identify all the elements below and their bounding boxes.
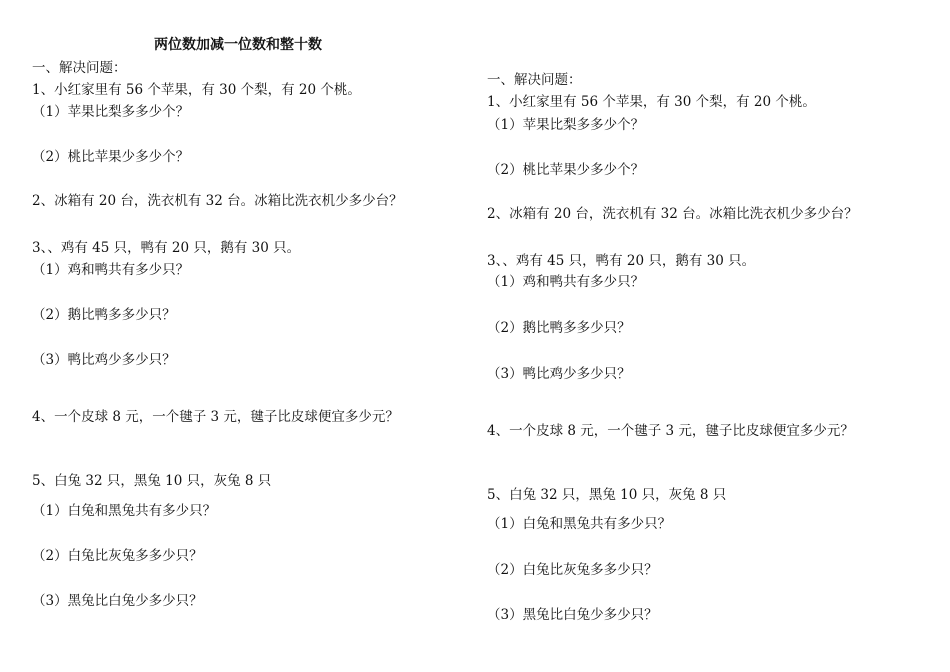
question-1-part-2: （2）桃比苹果少多少个？ bbox=[32, 149, 190, 165]
question-1-part-2: （2）桃比苹果少多少个？ bbox=[487, 162, 645, 178]
question-3-part-2: （2）鹅比鸭多多少只？ bbox=[32, 307, 176, 323]
question-4: 4、一个皮球 8 元，一个毽子 3 元，毽子比皮球便宜多少元？ bbox=[487, 423, 854, 439]
question-5-part-1: （1）白兔和黑兔共有多少只？ bbox=[487, 516, 672, 532]
question-3: 3、、鸡有 45 只，鸭有 20 只，鹅有 30 只。 bbox=[32, 240, 301, 256]
question-2: 2、冰箱有 20 台，洗衣机有 32 台。冰箱比洗衣机少多少台？ bbox=[32, 193, 403, 209]
section-heading: 一、解决问题： bbox=[32, 60, 127, 76]
question-1: 1、小红家里有 56 个苹果，有 30 个梨，有 20 个桃。 bbox=[32, 82, 361, 98]
question-3-part-1: （1）鸡和鸭共有多少只？ bbox=[32, 262, 190, 278]
question-5-part-1: （1）白兔和黑兔共有多少只？ bbox=[32, 503, 217, 519]
question-2: 2、冰箱有 20 台，洗衣机有 32 台。冰箱比洗衣机少多少台？ bbox=[487, 206, 858, 222]
question-5-part-3: （3）黑兔比白兔少多少只？ bbox=[32, 593, 203, 609]
question-3-part-1: （1）鸡和鸭共有多少只？ bbox=[487, 274, 645, 290]
section-heading: 一、解决问题： bbox=[487, 72, 582, 88]
question-4: 4、一个皮球 8 元，一个毽子 3 元，毽子比皮球便宜多少元？ bbox=[32, 409, 399, 425]
question-5-part-3: （3）黑兔比白兔少多少只？ bbox=[487, 607, 658, 623]
question-5: 5、白兔 32 只，黑兔 10 只，灰兔 8 只 bbox=[487, 487, 727, 503]
page-title: 两位数加减一位数和整十数 bbox=[154, 37, 322, 53]
question-3-part-2: （2）鹅比鸭多多少只？ bbox=[487, 320, 631, 336]
question-5-part-2: （2）白兔比灰兔多多少只？ bbox=[487, 562, 658, 578]
question-3: 3、、鸡有 45 只，鸭有 20 只，鹅有 30 只。 bbox=[487, 253, 756, 269]
question-1: 1、小红家里有 56 个苹果，有 30 个梨，有 20 个桃。 bbox=[487, 94, 816, 110]
question-1-part-1: （1）苹果比梨多多少个？ bbox=[487, 117, 645, 133]
question-3-part-3: （3）鸭比鸡少多少只？ bbox=[32, 352, 176, 368]
question-5: 5、白兔 32 只，黑兔 10 只，灰兔 8 只 bbox=[32, 473, 272, 489]
question-5-part-2: （2）白兔比灰兔多多少只？ bbox=[32, 548, 203, 564]
question-3-part-3: （3）鸭比鸡少多少只？ bbox=[487, 366, 631, 382]
question-1-part-1: （1）苹果比梨多多少个？ bbox=[32, 104, 190, 120]
